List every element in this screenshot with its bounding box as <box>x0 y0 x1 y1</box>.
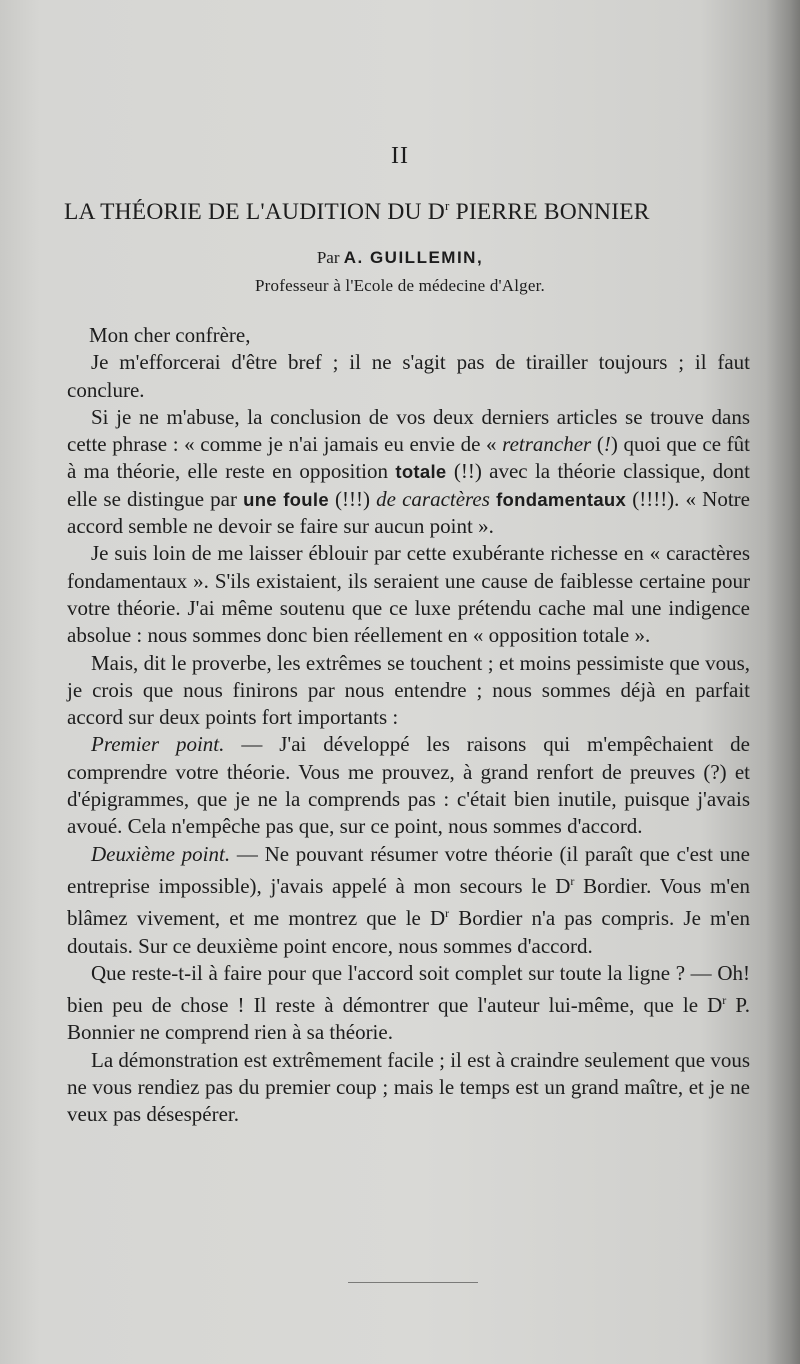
page-edge-shadow <box>766 0 800 1364</box>
p7-text-b: P. Bonnier ne comprend rien à sa théorie. <box>67 993 750 1045</box>
title-text-after: PIERRE BONNIER <box>449 199 650 225</box>
salutation: Mon cher confrère, <box>89 323 251 347</box>
paragraph-1: Je m'efforcerai d'être bref ; il ne s'agit pas de tirailler toujours ; il faut conclure. <box>67 350 750 402</box>
deuxieme-point-label: Deuxième point. <box>91 841 231 866</box>
paragraph-5 <box>67 731 750 840</box>
article-body <box>67 322 750 1129</box>
paragraph-7 <box>67 960 750 1047</box>
paragraph-2 <box>67 404 750 540</box>
author-name: A. GUILLEMIN, <box>343 248 484 267</box>
p2-text-d: (!!) avec la théorie classique, dont elle se distingue par <box>67 459 750 511</box>
p2-bold-totale: totale <box>395 461 447 483</box>
paragraph-8: La démonstration est extrêmement facile ; il est à craindre seulement que vous ne vous rendiez pas du premier coup ; mais le temps est un grand maître, et je ne veux pas désespérer. <box>67 1047 750 1127</box>
title-superscript: r <box>444 198 450 213</box>
paragraph-6 <box>67 841 750 960</box>
byline-prefix: Par <box>316 248 340 267</box>
p2-italic-caracteres: de caractères <box>376 486 490 511</box>
title-text-before: LA THÉORIE DE L'AUDITION DU D <box>64 199 445 225</box>
p2-text-e: (!!!) <box>328 486 377 511</box>
p2-text-g: (!!!!). « Notre accord semble ne devoir se faire sur aucun point ». <box>67 486 750 539</box>
p2-text-a: Si je ne m'abuse, la conclusion de vos deux derniers articles se trouve dans cette phrase : « comme je n'ai jamais eu envie de « <box>67 404 750 457</box>
p6-text-c: Bordier n'a pas compris. Je m'en doutais. Sur ce deuxième point encore, nous sommes d'accord. <box>67 906 750 958</box>
p6-text-a: — Ne pouvant résumer votre théorie (il paraît que c'est une entreprise impossible), j'avais appelé à mon secours le D <box>67 841 750 898</box>
p6-text-b: Bordier. Vous m'en blâmez vivement, et me montrez que le D <box>67 873 750 931</box>
p6-superscript-1: r <box>570 873 575 888</box>
author-affiliation: Professeur à l'Ecole de médecine d'Alger. <box>255 276 545 295</box>
p2-bold-une-foule: une foule <box>243 488 329 510</box>
p2-italic-exclaim: ! <box>603 432 611 457</box>
premier-point-label: Premier point. <box>91 732 225 757</box>
p2-italic-retrancher: retrancher <box>502 432 592 457</box>
section-number: II <box>391 143 409 169</box>
p2-bold-fondamentaux: fondamentaux <box>496 488 627 510</box>
paragraph-3: Je suis loin de me laisser éblouir par cette exubérante richesse en « caractères fondamentaux ». S'ils existaient, ils seraient une cause de faiblesse certaine pour votre théorie. J'ai même soutenu que ce luxe prétendu cache mal une indigence absolue : nous sommes donc bien réellement en « opposition totale ». <box>67 541 750 648</box>
p7-text-a: Que reste-t-il à faire pour que l'accord soit complet sur toute la ligne ? — Oh! bien peu de chose ! Il reste à démontrer que l'auteur lui-même, que le D <box>67 960 750 1018</box>
p2-text-c: ) quoi que ce fût à ma théorie, elle reste en opposition <box>67 432 750 484</box>
byline <box>0 248 800 268</box>
p2-text-b: ( <box>591 432 604 457</box>
p6-superscript-2: r <box>445 906 450 921</box>
paragraph-4: Mais, dit le proverbe, les extrêmes se touchent ; et moins pessimiste que vous, je crois que nous finirons par nous entendre ; nous sommes déjà en parfait accord sur deux points fort importants : <box>67 650 750 730</box>
p7-superscript: r <box>722 993 727 1008</box>
p5-text: — J'ai développé les raisons qui m'empêchaient de comprendre votre théorie. Vous me prouvez, à grand renfort de preuves (?) et d'épigrammes, que je ne la comprends pas : c'était bien inutile, puisque j'avais avoué. Cela n'empêche pas que, sur ce point, nous sommes d'accord. <box>67 732 750 839</box>
article-title <box>64 198 754 226</box>
end-rule <box>348 1282 478 1283</box>
